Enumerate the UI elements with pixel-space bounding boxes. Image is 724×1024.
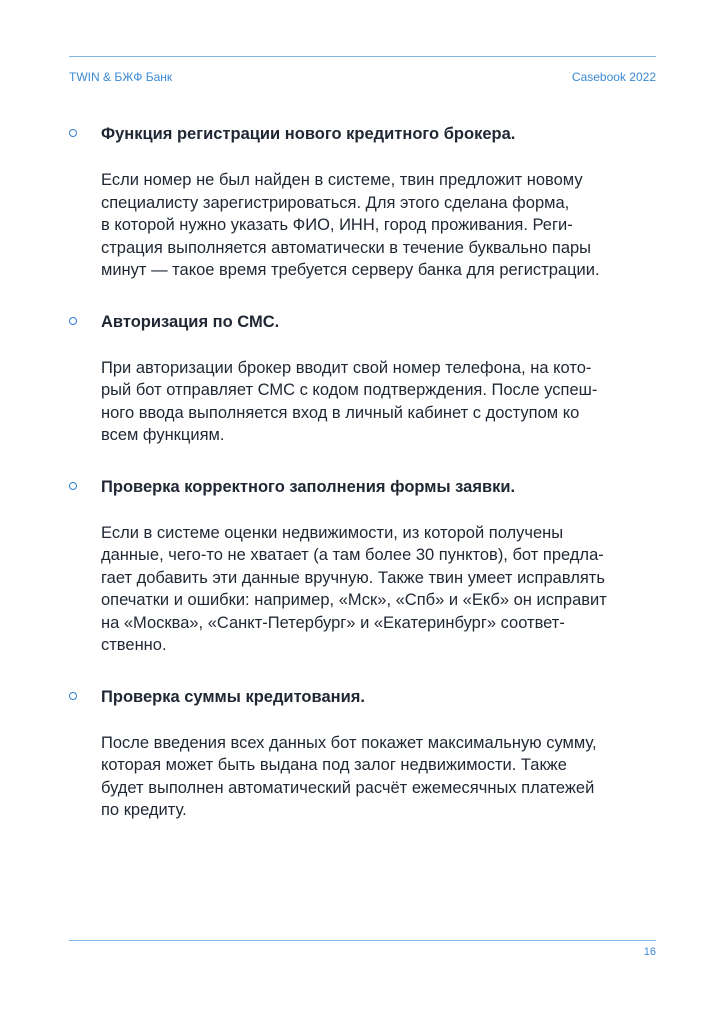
body-line: специалисту зарегистрироваться. Для этого сделана форма,	[101, 193, 570, 212]
page-number: 16	[643, 946, 656, 958]
section-title: Функция регистрации нового кредитного брокера.	[101, 125, 516, 143]
section-body	[101, 522, 659, 657]
section-title: Проверка суммы кредитования.	[101, 687, 365, 706]
body-line: ственно.	[101, 636, 167, 654]
bullet-icon	[69, 317, 77, 325]
body-line: ного ввода выполняется вход в личный кабинет с доступом ко	[101, 403, 580, 422]
bullet-icon	[69, 692, 77, 700]
page-header	[69, 56, 656, 84]
section-body	[101, 169, 659, 282]
bullet-icon	[69, 482, 77, 490]
body-line: всем функциям.	[101, 426, 225, 444]
body-line: в которой нужно указать ФИО, ИНН, город проживания. Реги-	[101, 216, 573, 234]
body-line: После введения всех данных бот покажет максимальную сумму,	[101, 733, 597, 752]
body-line: гает добавить эти данные вручную. Также твин умеет исправлять	[101, 568, 605, 587]
body-line: по кредиту.	[101, 801, 187, 819]
section-body	[101, 732, 659, 822]
body-line: данные, чего-то не хватает (а там более 30 пунктов), бот предла-	[101, 546, 604, 564]
body-line: на «Москва», «Санкт-Петербург» и «Екатеринбург» соответ-	[101, 613, 565, 632]
section-title: Авторизация по СМС.	[101, 312, 280, 331]
body-line: будет выполнен автоматический расчёт ежемесячных платежей	[101, 778, 595, 797]
header-brand: TWIN & БЖФ Банк	[69, 70, 173, 84]
body-line: которая может быть выдана под залог недвижимости. Также	[101, 756, 567, 774]
body-line: Если номер не был найден в системе, твин предложит новому	[101, 171, 583, 189]
section-form-validation	[69, 475, 659, 657]
section-credit-amount	[69, 685, 659, 822]
page-footer	[69, 940, 656, 958]
main-content	[69, 122, 659, 850]
body-line: При авторизации брокер вводит свой номер телефона, на кото-	[101, 358, 592, 377]
section-sms-auth	[69, 310, 659, 447]
body-line: рый бот отправляет СМС с кодом подтверждения. После успеш-	[101, 381, 598, 399]
header-casebook: Casebook 2022	[571, 70, 656, 84]
section-body	[101, 357, 659, 447]
body-line: минут — такое время требуется серверу банка для регистрации.	[101, 261, 600, 279]
body-line: Если в системе оценки недвижимости, из которой получены	[101, 523, 564, 542]
section-title: Проверка корректного заполнения формы заявки.	[101, 477, 516, 496]
body-line: страция выполняется автоматически в течение буквально пары	[101, 238, 592, 257]
body-line: опечатки и ошибки: например, «Мск», «Спб» и «Екб» он исправит	[101, 591, 607, 609]
bullet-icon	[69, 129, 77, 137]
section-broker-registration	[69, 122, 659, 282]
